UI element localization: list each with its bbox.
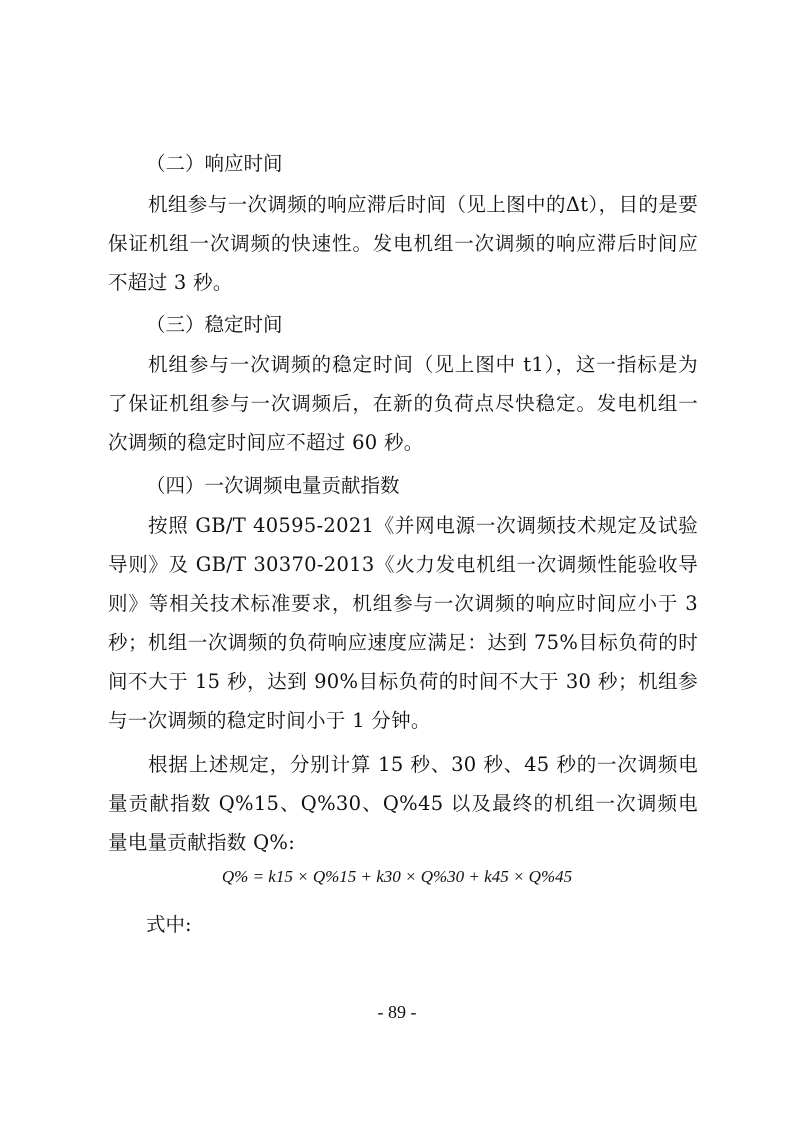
paragraph-text: 机组参与一次调频的稳定时间（见上图中 t1），这一指标是为了保证机组参与一次调频后，在新的负荷点尽快稳定。发电机组一次调频的稳定时间应不超过 60 秒。 <box>108 353 698 454</box>
section-heading-contribution-index: （四）一次调频电量贡献指数 <box>146 474 400 497</box>
paragraph-text: 机组参与一次调频的响应滞后时间（见上图中的Δt），目的是要保证机组一次调频的快速性。发电机组一次调频的响应滞后时间应不超过 3 秒。 <box>108 193 698 294</box>
page-number: - 89 - <box>377 1002 417 1022</box>
paragraph-text: 根据上述规定，分别计算 15 秒、30 秒、45 秒的一次调频电量贡献指数 Q%15、Q%30、Q%45 以及最终的机组一次调频电量电量贡献指数 Q%: <box>108 753 698 854</box>
paragraph-text: 按照 GB/T 40595-2021《并网电源一次调频技术规定及试验导则》及 GB/T 30370-2013《火力发电机组一次调频性能验收导则》等相关技术标准要求，机组参与一次调频的响应时间应小于 3 秒；机组一次调频的负荷响应速度应满足：达到 75%目标负荷的时间不大于 15 秒，达到 90%目标负荷的时间不大于 30 秒；机组参与一次调频的稳定时间小于 1 分钟。 <box>108 514 698 732</box>
formula-where-label: 式中: <box>146 913 192 936</box>
section-heading-response-time: （二）响应时间 <box>146 152 283 175</box>
section-heading-settling-time: （三）稳定时间 <box>146 313 283 336</box>
formula-contribution-index: Q% = k15 × Q%15 + k30 × Q%30 + k45 × Q%45 <box>221 867 573 886</box>
paragraph-settling-time <box>108 345 698 462</box>
paragraph-standards <box>108 506 698 740</box>
paragraph-calculation <box>108 745 698 862</box>
paragraph-response-time <box>108 185 698 302</box>
